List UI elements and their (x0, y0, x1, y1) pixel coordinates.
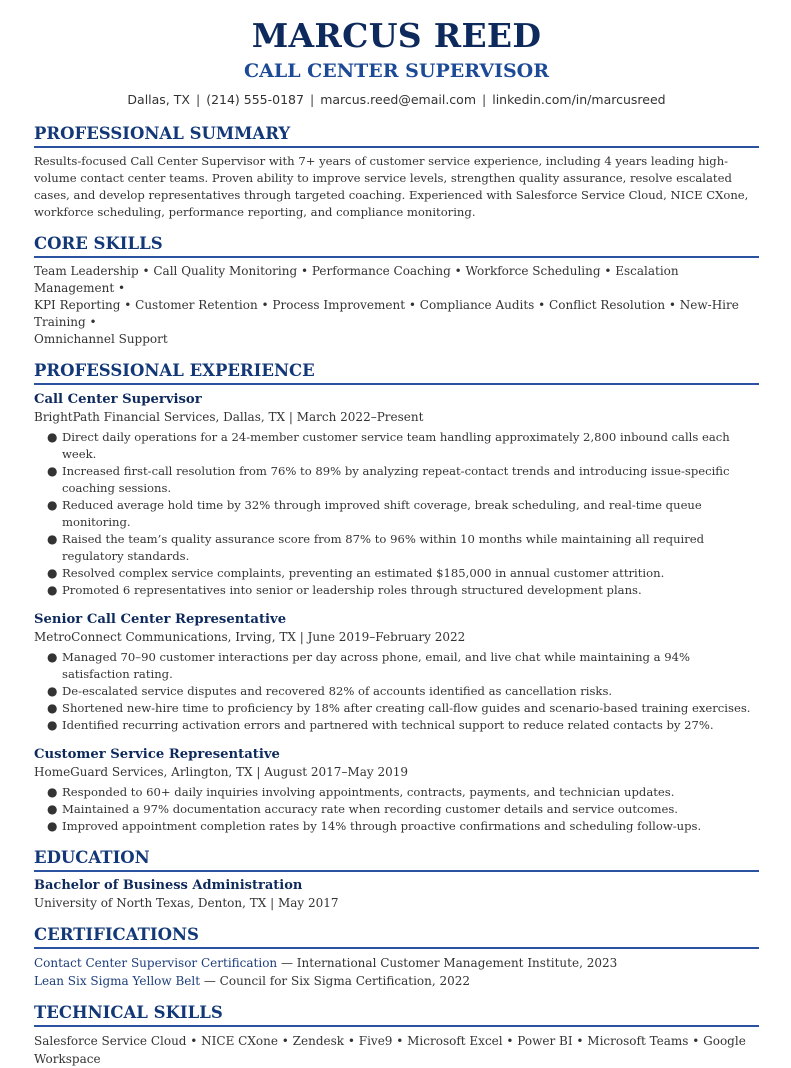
bullet-text: Resolved complex service complaints, preventing an estimated $185,000 in annual customer attrition. (62, 566, 665, 580)
bullet-item (47, 565, 759, 582)
bullet-item (47, 717, 759, 734)
certification-detail: — Council for Six Sigma Certification, 2022 (200, 974, 471, 988)
experience-section (34, 360, 759, 835)
skills-line: KPI Reporting • Customer Retention • Process Improvement • Compliance Audits • Conflict Resolution • New-Hire Training • (34, 298, 739, 329)
bullet-item (47, 784, 759, 801)
bullet-text: Increased first-call resolution from 76% to 89% by analyzing repeat-contact trends and introducing issue-specific coaching sessions. (62, 464, 730, 495)
certification-item (34, 972, 759, 990)
certifications-section (34, 924, 759, 990)
education-heading: EDUCATION (34, 847, 759, 872)
bullet-item (47, 497, 759, 531)
bullet-text: Responded to 60+ daily inquiries involving appointments, contracts, payments, and technician updates. (62, 785, 675, 799)
bullet-dot-icon: ● (47, 650, 58, 664)
job-entry (34, 611, 759, 734)
summary-section (34, 123, 759, 221)
bullet-dot-icon: ● (47, 566, 58, 580)
bullet-item (47, 429, 759, 463)
technical-section (34, 1002, 759, 1068)
bullet-dot-icon: ● (47, 819, 58, 833)
certification-name: Lean Six Sigma Yellow Belt (34, 974, 201, 988)
technical-heading: TECHNICAL SKILLS (34, 1002, 759, 1027)
skills-line: Team Leadership • Call Quality Monitoring • Performance Coaching • Workforce Scheduling • Escalation Management • (34, 264, 679, 295)
job-entry (34, 391, 759, 599)
bullet-dot-icon: ● (47, 583, 58, 597)
certification-detail: — International Customer Management Institute, 2023 (277, 956, 618, 970)
skills-heading: CORE SKILLS (34, 233, 759, 258)
bullet-text: Improved appointment completion rates by 14% through proactive confirmations and scheduling follow-ups. (62, 819, 702, 833)
bullet-dot-icon: ● (47, 498, 58, 512)
contact-location: Dallas, TX (127, 92, 190, 107)
bullet-item (47, 582, 759, 599)
contact-linkedin: linkedin.com/in/marcusreed (492, 92, 666, 107)
experience-heading: PROFESSIONAL EXPERIENCE (34, 360, 759, 385)
bullet-dot-icon: ● (47, 718, 58, 732)
job-bullets (34, 784, 759, 835)
bullet-text: Direct daily operations for a 24-member customer service team handling approximately 2,800 inbound calls each week. (62, 430, 730, 461)
bullet-text: Shortened new-hire time to proficiency by 18% after creating call-flow guides and scenario-based training exercises. (62, 701, 751, 715)
contact-line (34, 89, 759, 111)
job-meta: BrightPath Financial Services, Dallas, TX | March 2022–Present (34, 410, 424, 424)
contact-separator: | (195, 92, 201, 107)
bullet-item (47, 649, 759, 683)
education-section (34, 847, 759, 912)
technical-skills-text: Salesforce Service Cloud • NICE CXone • Zendesk • Five9 • Microsoft Excel • Power BI • Microsoft Teams • Google Workspace (34, 1034, 746, 1066)
summary-heading: PROFESSIONAL SUMMARY (34, 123, 759, 148)
bullet-item (47, 531, 759, 565)
bullet-dot-icon: ● (47, 430, 58, 444)
education-meta: University of North Texas, Denton, TX | May 2017 (34, 896, 339, 910)
bullet-text: Reduced average hold time by 32% through improved shift coverage, break scheduling, and real-time queue monitoring. (62, 498, 702, 529)
job-bullets (34, 649, 759, 734)
job-title: Call Center Supervisor (34, 392, 202, 407)
skills-line: Omnichannel Support (34, 332, 168, 346)
summary-text: Results-focused Call Center Supervisor with 7+ years of customer service experience, including 4 years leading high-volume contact center teams. Proven ability to improve service levels, strengthen quality assurance, resolve escalated cases, and develop representatives through targeted coaching. Experienced with Salesforce Service Cloud, NICE CXone, workforce scheduling, performance reporting, and compliance monitoring. (34, 154, 749, 219)
contact-phone: (214) 555-0187 (206, 92, 304, 107)
bullet-text: Raised the team’s quality assurance score from 87% to 96% within 10 months while maintaining all required regulatory standards. (62, 532, 705, 563)
bullet-dot-icon: ● (47, 785, 58, 799)
bullet-dot-icon: ● (47, 802, 58, 816)
bullet-item (47, 700, 759, 717)
bullet-text: Promoted 6 representatives into senior or leadership roles through structured development plans. (62, 583, 642, 597)
certifications-heading: CERTIFICATIONS (34, 924, 759, 949)
education-degree: Bachelor of Business Administration (34, 878, 303, 893)
bullet-dot-icon: ● (47, 684, 58, 698)
candidate-title: CALL CENTER SUPERVISOR (243, 60, 550, 82)
bullet-text: De-escalated service disputes and recovered 82% of accounts identified as cancellation risks. (62, 684, 613, 698)
candidate-name: MARCUS REED (251, 16, 542, 55)
contact-email: marcus.reed@email.com (320, 92, 476, 107)
bullet-item (47, 801, 759, 818)
certification-item (34, 954, 759, 972)
bullet-dot-icon: ● (47, 532, 58, 546)
job-bullets (34, 429, 759, 599)
certification-name: Contact Center Supervisor Certification (34, 956, 278, 970)
bullet-text: Maintained a 97% documentation accuracy rate when recording customer details and service outcomes. (62, 802, 678, 816)
job-entry (34, 746, 759, 835)
job-title: Customer Service Representative (34, 747, 280, 762)
bullet-dot-icon: ● (47, 464, 58, 478)
contact-separator: | (482, 92, 487, 107)
contact-separator: | (309, 92, 315, 107)
job-meta: HomeGuard Services, Arlington, TX | August 2017–May 2019 (34, 765, 408, 779)
bullet-item (47, 818, 759, 835)
bullet-dot-icon: ● (47, 701, 58, 715)
job-title: Senior Call Center Representative (34, 612, 287, 627)
skills-section (34, 233, 759, 348)
bullet-text: Managed 70–90 customer interactions per day across phone, email, and live chat while maintaining a 94% satisfaction rating. (62, 650, 691, 681)
bullet-text: Identified recurring activation errors and partnered with technical support to reduce related contacts by 27%. (62, 718, 714, 732)
bullet-item (47, 463, 759, 497)
bullet-item (47, 683, 759, 700)
job-meta: MetroConnect Communications, Irving, TX | June 2019–February 2022 (34, 630, 466, 644)
